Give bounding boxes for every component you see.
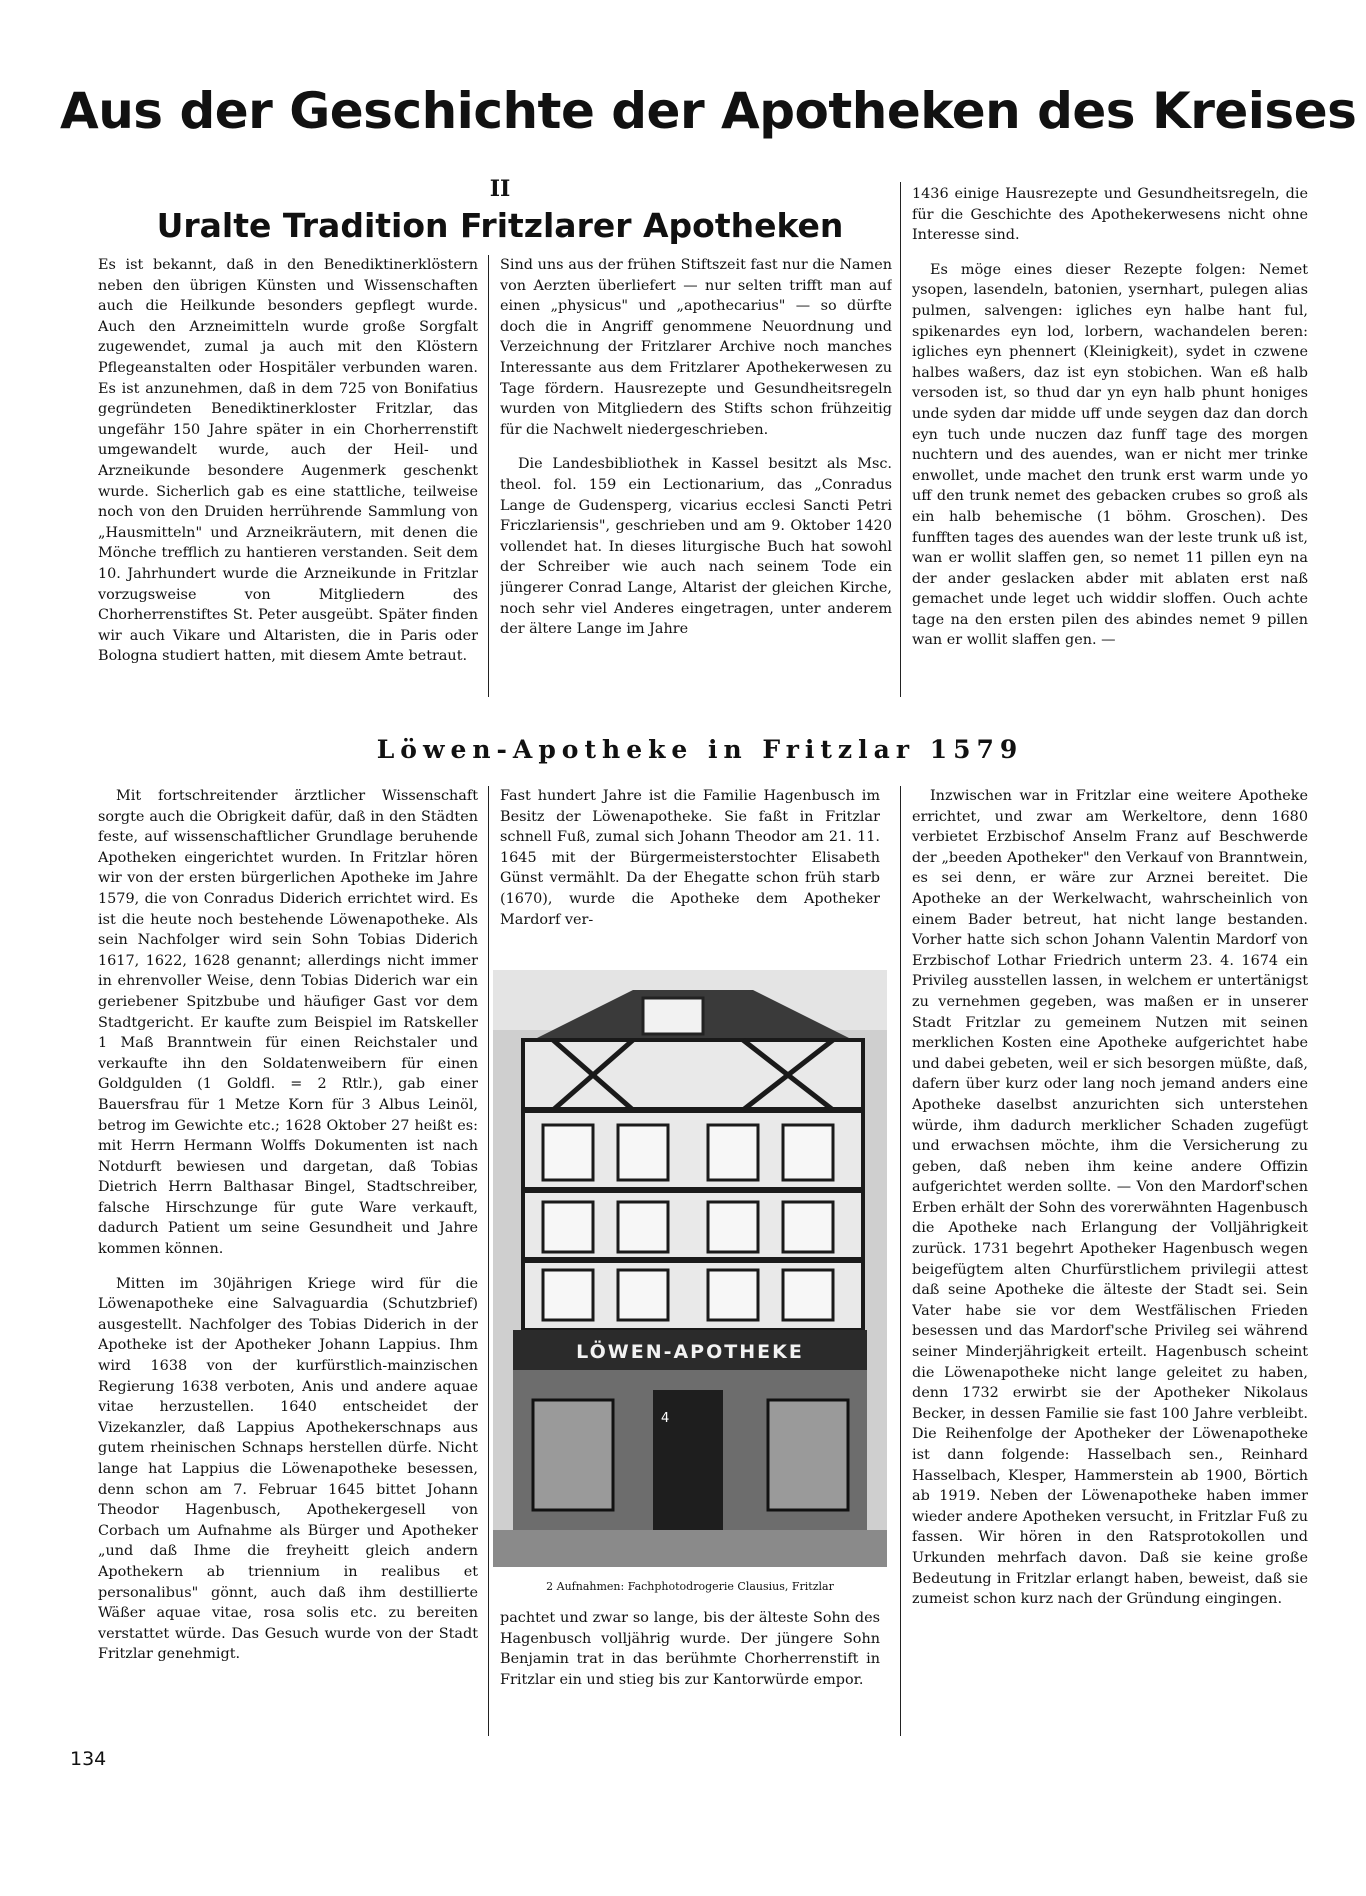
bottom-column-2-bottom xyxy=(500,1608,880,1738)
article-subtitle: Uralte Tradition Fritzlarer Apotheken xyxy=(156,206,844,245)
part-number: II xyxy=(489,176,511,202)
column-divider xyxy=(900,182,901,697)
pharmacy-photo xyxy=(493,970,887,1567)
paragraph: pachtet und zwar so lange, bis der älteste Sohn des Hagenbusch volljährig wurde. Der jüngere Sohn Benjamin trat in das berühmte Chorherrenstift in Fritzlar ein und stieg bis zur Kantorwürde empor. xyxy=(500,1610,880,1688)
paragraph: Mitten im 30jährigen Kriege wird für die Löwenapotheke eine Salvaguardia (Schutzbrief) ausgestellt. Nachfolger des Tobias Diderich in der Apotheke ist der Apotheker Johann Lappius. Ihm wird 1638 von der kurfürstlich-mainzischen Regierung 1638 verboten, Anis und andere aquae vitae herzustellen. 1640 entscheidet der Vizekanzler, daß Lappius Apothekerschnaps aus gutem rheinischen Schnaps herstellen dürfe. Nicht lange hat Lappius die Löwenapotheke besessen, denn schon am 7. Februar 1645 bittet Johann Theodor Hagenbusch, Apothekergesell von Corbach um Aufnahme als Bürger und Apotheker „und daß Ihme die freyheitt gleich andern Apothekern ab triennium in realibus et personalibus" gönnt, auch daß ihm destillierte Wäßer aquae vitae, rosa solis etc. zu bereiten verstattet würde. Das Gesuch wurde von der Stadt Fritzlar genehmigt. xyxy=(98,1275,478,1663)
column-divider xyxy=(488,255,489,697)
column-divider xyxy=(900,786,901,1736)
top-column-2 xyxy=(500,255,892,695)
paragraph: Mit fortschreitender ärztlicher Wissenschaft sorgte auch die Obrigkeit dafür, daß in den Städten feste, auf wissenschaftlicher Grundlage beruhende Apotheken eingerichtet wurden. In Fritzlar hören wir von der ersten bürgerlichen Apotheke im Jahre 1579, die von Conradus Diderich errichtet wird. Es ist die heute noch bestehende Löwenapotheke. Als sein Nachfolger wird sein Sohn Tobias Diderich 1617, 1622, 1628 genannt; allerdings nicht immer in ehrenvoller Weise, denn Tobias Diderich war ein geriebener Spitzbube und häufiger Gast vor dem Stadtgericht. Er kaufte zum Beispiel im Ratskeller 1 Maß Branntwein für einen Reichstaler und verkaufte ihn den Soldatenweibern für einen Goldgulden (1 Goldfl. = 2 Rtlr.), gab einer Bauersfrau für 1 Metze Korn für 3 Albus Leinöl, betrog im Gewichte etc.; 1628 Oktober 27 heißt es: mit Herrn Hermann Wolffs Dokumenten ist nach Notdurft bewiesen und dargetan, daß Tobias Dietrich Herrn Balthasar Bingel, Stadtschreiber, falsche Hirschzunge für gute Ware verkauft, dadurch Patient um seine Gesundheit und Jahre kommen können. xyxy=(98,788,478,1258)
column-divider xyxy=(488,786,489,1736)
page-title: Aus der Geschichte der Apotheken des Kreises xyxy=(60,82,1357,140)
paragraph: Die Landesbibliothek in Kassel besitzt als Msc. theol. fol. 159 ein Lectionarium, das „Conradus Lange de Gudensperg, vicarius ecclesi Sancti Petri Friczlariensis", geschrieben und am 9. Oktober 1420 vollendet hat. In dieses liturgische Buch hat sowohl der Schreiber wie auch nach seinem Tode ein jüngerer Conrad Lange, Altarist der gleichen Kirche, noch sehr viel Anderes eingetragen, unter anderem der ältere Lange im Jahre xyxy=(500,456,892,638)
bottom-column-1 xyxy=(98,786,478,1746)
door-number: 4 xyxy=(661,1411,670,1426)
bottom-column-2-top xyxy=(500,786,880,958)
paragraph: Inzwischen war in Fritzlar eine weitere Apotheke errichtet, und zwar am Werkeltore, denn 1680 verbietet Erzbischof Anselm Franz auf Beschwerde der „beeden Apotheker" den Verkauf von Branntwein, es sei denn, er wäre zur Arznei bereitet. Die Apotheke an der Werkelwacht, wahrscheinlich von einem Bader betreut, hat nicht lange bestanden. Vorher hatte sich schon Johann Valentin Mardorf von Erzbischof Lothar Friedrich unterm 23. 4. 1674 ein Privileg ausstellen lassen, in welchem er untertänigst zu vernehmen gegeben, was maßen er in unserer Stadt Fritzlar zu gemeinem Nutzen mit seinen merklichen Kosten eine Apotheke aufgerichtet habe und dabei gebeten, weil er sich besorgen müßte, daß, dafern über kurz oder lang noch jemand anders eine Apotheke daselbst anzurichten sich unterstehen würde, ihm dadurch merklicher Schaden zugefügt und erwachsen möchte, ihm die Versicherung zu geben, daß neben ihm keine andere Offizin aufgerichtet werden sollte. — Von den Mardorf'schen Erben erhält der Sohn des vorerwähnten Hagenbusch die Apotheke nach Erlangung der Volljährigkeit zurück. 1731 begehrt Apotheker Hagenbusch wegen beigefügtem alten Churfürstlichem privilegii attest daß seine Apotheke die älteste der Stadt sei. Sein Vater habe sie vor dem Westfälischen Frieden besessen und das Mardorf'sche Privileg sei während seiner Minderjährigkeit erteilt. Hagenbusch scheint die Löwenapotheke nicht lange geleitet zu haben, denn 1732 erwirbt sie der Apotheker Nikolaus Becker, in dessen Familie sie fast 100 Jahre verbleibt. Die Reihenfolge der Apotheker der Löwenapotheke ist dann folgende: Hasselbach sen., Reinhard Hasselbach, Klesper, Hammerstein ab 1900, Börtich ab 1919. Neben der Löwenapotheke haben immer wieder andere Apotheken versucht, in Fritzlar Fuß zu fassen. Wir hören in den Ratsprotokollen und Urkunden mehrfach davon. Daß sie keine große Bedeutung in Fritzlar erlangt haben, beweist, daß sie zumeist schon kurz nach der Gründung eingingen. xyxy=(912,788,1308,1608)
bottom-column-3 xyxy=(912,786,1308,1736)
top-column-1 xyxy=(98,255,478,695)
paragraph: Fast hundert Jahre ist die Familie Hagenbusch im Besitz der Löwenapotheke. Sie faßt in Fritzlar schnell Fuß, zumal sich Johann Theodor am 21. 11. 1645 mit der Bürgermeisterstochter Elisabeth Günst vermählt. Da der Ehegatte schon früh starb (1670), wurde die Apotheke dem Apotheker Mardorf ver- xyxy=(500,788,880,928)
paragraph: Es möge eines dieser Rezepte folgen: Nemet ysopen, lasendeln, batonien, ysernhart, pulegen alias pulmen, salvengen: igliches eyn halbe hant ful, spikenardes eyn lod, lorbern, wachandelen beren: igliches eyn phennert (Kleinigkeit), sydet in czwene halbes waßers, daz ist eyn stobichen. Wan eß halb versoden ist, so thud dar yn eyn halb phunt honiges unde syden dar midde uff unde seygen daz dan dorch eyn tuch unde nuczen daz funff tage des morgen nuchtern und des auendes, wan er nicht mer trinke enwollet, unde machet den trunk erst warm unde yo uff den trunk nemet des gebacken crubes so groß als ein halb behemische (1 böhm. Groschen). Des funfften tages des auendes wan der leste trunk uß ist, wan er wollit slaffen gen, so nemet 11 pillen eyn na der ander geslacken abder mit ablaten erst naß gemachet unde leget uch widdir sloffen. Ouch achte tage na den ersten pilen des abindes nemet 9 pillen wan er wollit slaffen gen. — xyxy=(912,261,1308,649)
paragraph: Sind uns aus der frühen Stiftszeit fast nur die Namen von Aerzten überliefert — nur selten trifft man auf einen „physicus" und „apothecarius" — so dürfte doch die in Angriff genommene Neuordnung und Verzeichnung der Fritzlarer Archive noch manches Interessante aus dem Fritzlarer Apothekerwesen zu Tage fördern. Hausrezepte und Gesundheitsregeln wurden von Mitgliedern des Stifts schon frühzeitig für die Nachwelt niedergeschrieben. xyxy=(500,257,892,438)
section-title: Löwen-Apotheke in Fritzlar 1579 xyxy=(376,735,1024,764)
page-number: 134 xyxy=(70,1748,107,1770)
building-facade-image xyxy=(493,970,887,1567)
photo-caption: 2 Aufnahmen: Fachphotodrogerie Clausius, Fritzlar xyxy=(546,1580,834,1593)
paragraph: Es ist bekannt, daß in den Benediktinerklöstern neben den übrigen Künsten und Wissenschaften auch die Heilkunde besonders gepflegt wurde. Auch den Arzneimitteln wurde große Sorgfalt zugewendet, zumal ja auch mit den Klöstern Pflegeanstalten oder Hospitäler verbunden waren. Es ist anzunehmen, daß in dem 725 von Bonifatius gegründeten Benediktinerkloster Fritzlar, das ungefähr 150 Jahre später in ein Chorherrenstift umgewandelt wurde, auch der Heil- und Arzneikunde besondere Augenmerk geschenkt wurde. Sicherlich gab es eine stattliche, teilweise noch von den Druiden herrührende Sammlung von „Hausmitteln" und Arzneikräutern, mit denen die Mönche trefflich zu hantieren verstanden. Seit dem 10. Jahrhundert wurde die Arzneikunde in Fritzlar vorzugsweise von Mitgliedern des Chorherrenstiftes St. Peter ausgeübt. Später finden wir auch Vikare und Altaristen, die in Paris oder Bologna studiert hatten, mit diesem Amte betraut. xyxy=(98,257,478,665)
pharmacy-sign: LÖWEN-APOTHEKE xyxy=(576,1341,804,1363)
paragraph: 1436 einige Hausrezepte und Gesundheitsregeln, die für die Geschichte des Apothekerwesens nicht ohne Interesse sind. xyxy=(912,186,1308,244)
top-column-3 xyxy=(912,184,1308,696)
